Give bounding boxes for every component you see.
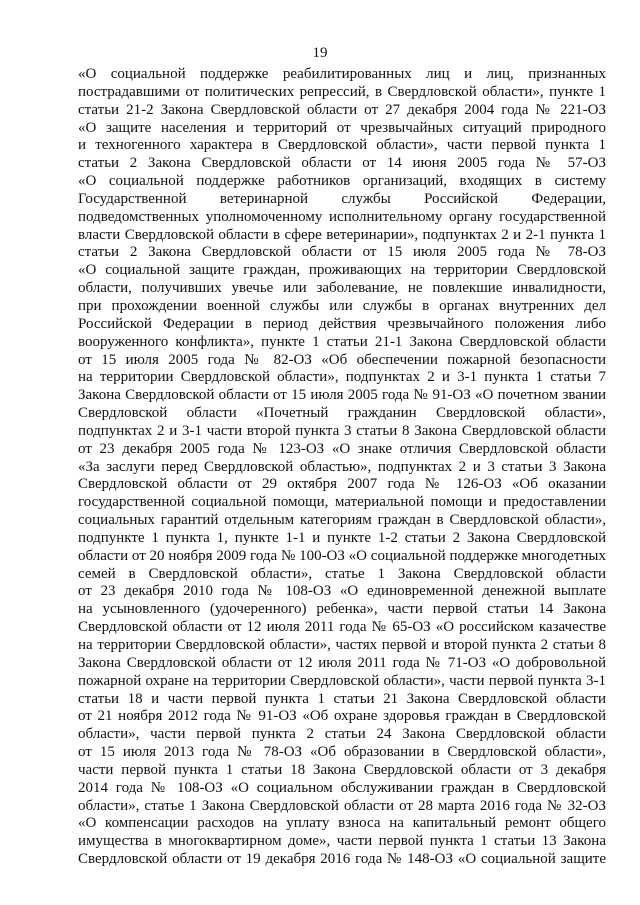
text-line: статьи 21-2 Закона Свердловской области от 27 декабря 2004 года № 221-ОЗ	[78, 101, 606, 118]
text-line: статьи 2 Закона Свердловской области от 15 июля 2005 года № 78-ОЗ	[78, 244, 606, 261]
text-line: области, получивших увечье или заболевание, не повлекшие инвалидности,	[78, 280, 606, 297]
text-line: вооруженного конфликта», пункте 1 статьи 21-1 Закона Свердловской области	[78, 333, 606, 350]
text-line: на территории Свердловской области», подпунктах 2 и 3-1 пункта 1 статьи 7	[78, 369, 606, 386]
text-line: Свердловской области от 29 октября 2007 года № 126-ОЗ «Об оказании	[78, 476, 606, 493]
text-line: имущества в многоквартирном доме», части первой пункта 1 статьи 13 Закона	[78, 833, 606, 850]
text-line: Российской Федерации в период действия чрезвычайного положения либо	[78, 315, 606, 332]
page-number: 19	[312, 45, 328, 61]
text-line: Свердловской области «Почетный гражданин Свердловской области»,	[78, 405, 606, 422]
text-line: от 15 июля 2013 года № 78-ОЗ «Об образовании в Свердловской области»,	[78, 744, 606, 761]
text-line: статьи 2 Закона Свердловской области от 14 июня 2005 года № 57-ОЗ	[78, 155, 606, 172]
text-line: государственной социальной помощи, материальной помощи и предоставлении	[78, 494, 606, 511]
text-line: от 21 ноября 2012 года № 91-ОЗ «Об охране здоровья граждан в Свердловской	[78, 708, 606, 725]
body-text	[78, 66, 606, 869]
text-line: подпункте 1 пункта 1, пункте 1-1 и пункте 1-2 статьи 2 Закона Свердловской	[78, 529, 606, 546]
text-line: подпунктах 2 и 3-1 части второй пункта 3 статьи 8 Закона Свердловской области	[78, 422, 606, 439]
text-line: от 23 декабря 2010 года № 108-ОЗ «О единовременной денежной выплате	[78, 583, 606, 600]
text-line: «О защите населения и территорий от чрезвычайных ситуаций природного	[78, 119, 606, 136]
text-line: от 15 июля 2005 года № 82-ОЗ «Об обеспечении пожарной безопасности	[78, 351, 606, 368]
text-line: Государственной ветеринарной службы Российской Федерации,	[78, 190, 606, 207]
text-line: от 23 декабря 2005 года № 123-ОЗ «О знаке отличия Свердловской области	[78, 440, 606, 457]
text-line: «О социальной поддержке работников организаций, входящих в систему	[78, 173, 606, 190]
text-line: при прохождении военной службы или службы в органах внутренних дел	[78, 297, 606, 314]
text-line: области», части первой пункта 2 статьи 24 Закона Свердловской области	[78, 726, 606, 743]
text-line: и техногенного характера в Свердловской области», части первой пункта 1	[78, 137, 606, 154]
text-line: «О социальной поддержке реабилитированных лиц и лиц, признанных	[78, 66, 606, 82]
text-line: статьи 18 и части первой пункта 1 статьи 21 Закона Свердловской области	[78, 690, 606, 707]
text-line: на усыновленного (удочеренного) ребенка», части первой статьи 14 Закона	[78, 601, 606, 618]
text-line: социальных гарантий отдельным категориям граждан в Свердловской области»,	[78, 512, 606, 529]
text-line: Свердловской области от 12 июля 2011 года № 65-ОЗ «О российском казачестве	[78, 619, 606, 636]
text-line: области», статье 1 Закона Свердловской области от 28 марта 2016 года № 32-ОЗ	[78, 797, 606, 814]
text-line: власти Свердловской области в сфере ветеринарии», подпунктах 2 и 2-1 пункта 1	[78, 226, 606, 243]
text-line: Свердловской области от 19 декабря 2016 года № 148-ОЗ «О социальной защите	[78, 851, 606, 868]
text-line: области от 20 ноября 2009 года № 100-ОЗ «О социальной поддержке многодетных	[78, 547, 606, 564]
text-line: Закона Свердловской области от 15 июля 2005 года № 91-ОЗ «О почетном звании	[78, 387, 606, 404]
text-line: «О компенсации расходов на уплату взноса на капитальный ремонт общего	[78, 815, 606, 832]
text-line: семей в Свердловской области», статье 1 Закона Свердловской области	[78, 565, 606, 582]
text-line: пострадавшими от политических репрессий, в Свердловской области», пункте 1	[78, 83, 606, 100]
text-line: пожарной охране на территории Свердловской области», части первой пункта 3-1	[78, 672, 606, 689]
text-line: Закона Свердловской области от 12 июля 2011 года № 71-ОЗ «О добровольной	[78, 654, 606, 671]
text-line: «О социальной защите граждан, проживающих на территории Свердловской	[78, 262, 606, 279]
text-line: 2014 года № 108-ОЗ «О социальном обслуживании граждан в Свердловской	[78, 779, 606, 796]
text-line: подведомственных уполномоченному исполнительному органу государственной	[78, 208, 606, 225]
text-line: «За заслуги перед Свердловской областью», подпунктах 2 и 3 статьи 3 Закона	[78, 458, 606, 475]
text-line: на территории Свердловской области», частях первой и второй пункта 2 статьи 8	[78, 637, 606, 653]
text-line: части первой пункта 1 статьи 18 Закона Свердловской области от 3 декабря	[78, 761, 606, 778]
